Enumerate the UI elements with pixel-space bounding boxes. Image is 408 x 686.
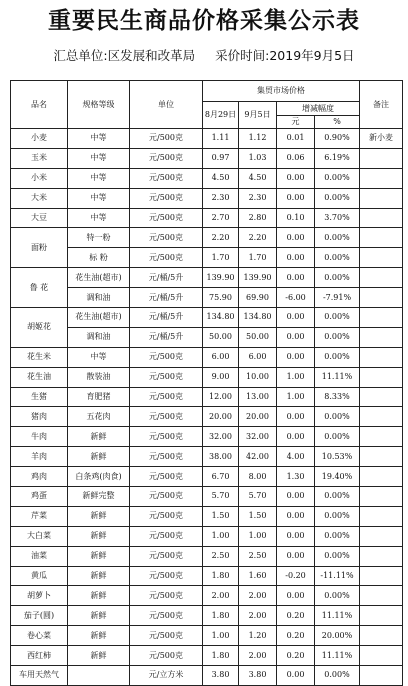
price-sep5-cell: 2.00 [239, 606, 277, 626]
table-row [11, 188, 403, 208]
price-sep5-cell: 50.00 [239, 327, 277, 347]
unit-cell: 元/500克 [130, 427, 203, 447]
price-aug29-cell: 1.11 [203, 129, 239, 149]
product-name-cell: 胡姬花 [11, 308, 68, 348]
change-yuan-cell: 0.00 [277, 327, 315, 347]
price-sep5-cell: 2.00 [239, 586, 277, 606]
change-pct-cell: 0.00% [315, 666, 360, 686]
product-name-cell: 玉米 [11, 148, 68, 168]
unit-cell: 元/500克 [130, 367, 203, 387]
note-cell [360, 228, 403, 248]
unit-cell: 元/桶/5升 [130, 288, 203, 308]
product-name-cell: 鸡肉 [11, 467, 68, 487]
unit-cell: 元/500克 [130, 347, 203, 367]
grade-cell: 新鲜 [68, 606, 130, 626]
table-row [11, 148, 403, 168]
price-aug29-cell: 38.00 [203, 447, 239, 467]
change-pct-cell: 0.00% [315, 586, 360, 606]
note-cell [360, 546, 403, 566]
change-yuan-cell: 0.20 [277, 626, 315, 646]
unit-cell: 元/500克 [130, 506, 203, 526]
change-pct-cell: 0.00% [315, 308, 360, 328]
change-pct-cell: 11.11% [315, 606, 360, 626]
grade-cell: 新鲜完整 [68, 487, 130, 507]
table-row [11, 546, 403, 566]
note-cell [360, 467, 403, 487]
table-row [11, 526, 403, 546]
change-yuan-cell: 0.00 [277, 546, 315, 566]
price-aug29-cell: 1.80 [203, 606, 239, 626]
note-cell [360, 526, 403, 546]
change-pct-cell: 8.33% [315, 387, 360, 407]
price-sep5-cell: 1.50 [239, 506, 277, 526]
note-cell [360, 447, 403, 467]
price-sep5-cell: 2.30 [239, 188, 277, 208]
change-yuan-cell: 1.30 [277, 467, 315, 487]
grade-cell: 特一粉 [68, 228, 130, 248]
product-name-cell: 大米 [11, 188, 68, 208]
note-cell [360, 646, 403, 666]
unit-cell: 元/500克 [130, 526, 203, 546]
price-sep5-cell: 2.00 [239, 646, 277, 666]
change-yuan-cell: 0.00 [277, 586, 315, 606]
change-yuan-cell: 0.00 [277, 506, 315, 526]
change-yuan-cell: 0.20 [277, 646, 315, 666]
change-pct-cell: 0.00% [315, 347, 360, 367]
change-yuan-cell: 4.00 [277, 447, 315, 467]
price-aug29-cell: 5.70 [203, 487, 239, 507]
change-pct-cell: 0.00% [315, 506, 360, 526]
grade-cell: 中等 [68, 208, 130, 228]
header-name: 品名 [11, 81, 68, 129]
table-row [11, 168, 403, 188]
table-row [11, 347, 403, 367]
unit-cell: 元/500克 [130, 208, 203, 228]
grade-cell: 花生油(超市) [68, 268, 130, 288]
price-sep5-cell: 1.00 [239, 526, 277, 546]
product-name-cell: 花生油 [11, 367, 68, 387]
grade-cell: 中等 [68, 148, 130, 168]
note-cell [360, 148, 403, 168]
header-date1: 8月29日 [203, 102, 239, 129]
price-aug29-cell: 139.90 [203, 268, 239, 288]
change-yuan-cell: 0.00 [277, 308, 315, 328]
price-sep5-cell: 2.80 [239, 208, 277, 228]
change-pct-cell: 0.00% [315, 188, 360, 208]
unit-cell: 元/500克 [130, 487, 203, 507]
change-pct-cell: 0.00% [315, 248, 360, 268]
unit-cell: 元/500克 [130, 566, 203, 586]
change-yuan-cell: 0.20 [277, 606, 315, 626]
product-name-cell: 牛肉 [11, 427, 68, 447]
note-cell [360, 487, 403, 507]
unit-cell: 元/500克 [130, 248, 203, 268]
note-cell [360, 586, 403, 606]
page-title: 重要民生商品价格采集公示表 [48, 8, 360, 34]
price-sep5-cell: 8.00 [239, 467, 277, 487]
change-pct-cell: 0.00% [315, 327, 360, 347]
price-sep5-cell: 4.50 [239, 168, 277, 188]
price-sep5-cell: 6.00 [239, 347, 277, 367]
product-name-cell: 羊肉 [11, 447, 68, 467]
table-row [11, 626, 403, 646]
change-pct-cell: 0.00% [315, 407, 360, 427]
note-cell [360, 268, 403, 288]
grade-cell: 新鲜 [68, 427, 130, 447]
change-yuan-cell: 1.00 [277, 387, 315, 407]
price-sep5-cell: 13.00 [239, 387, 277, 407]
change-pct-cell: -7.91% [315, 288, 360, 308]
price-aug29-cell: 12.00 [203, 387, 239, 407]
change-yuan-cell: 0.00 [277, 487, 315, 507]
note-cell [360, 308, 403, 328]
product-name-cell: 大豆 [11, 208, 68, 228]
grade-cell: 标 粉 [68, 248, 130, 268]
table-row [11, 427, 403, 447]
price-aug29-cell: 2.20 [203, 228, 239, 248]
price-table [10, 80, 403, 686]
grade-cell: 新鲜 [68, 546, 130, 566]
table-row [11, 447, 403, 467]
unit-cell: 元/500克 [130, 546, 203, 566]
unit-cell: 元/500克 [130, 606, 203, 626]
table-row [11, 646, 403, 666]
table-row [11, 327, 403, 347]
header-market: 集贸市场价格 [203, 81, 360, 102]
price-sep5-cell: 3.80 [239, 666, 277, 686]
note-cell [360, 367, 403, 387]
table-row [11, 228, 403, 248]
price-aug29-cell: 1.50 [203, 506, 239, 526]
change-yuan-cell: 0.00 [277, 268, 315, 288]
price-sep5-cell: 1.70 [239, 248, 277, 268]
unit-cell: 元/500克 [130, 129, 203, 149]
product-name-cell: 猪肉 [11, 407, 68, 427]
price-aug29-cell: 2.00 [203, 586, 239, 606]
unit-cell: 元/500克 [130, 467, 203, 487]
note-cell [360, 188, 403, 208]
grade-cell: 花生油(超市) [68, 308, 130, 328]
grade-cell: 五花肉 [68, 407, 130, 427]
grade-cell: 新鲜 [68, 447, 130, 467]
price-aug29-cell: 1.80 [203, 566, 239, 586]
table-row [11, 467, 403, 487]
price-sep5-cell: 139.90 [239, 268, 277, 288]
collect-time: 采价时间:2019年9月5日 [215, 48, 355, 63]
grade-cell: 新鲜 [68, 506, 130, 526]
change-yuan-cell: 0.00 [277, 407, 315, 427]
unit-cell: 元/500克 [130, 447, 203, 467]
note-cell: 新小麦 [360, 129, 403, 149]
price-sep5-cell: 32.00 [239, 427, 277, 447]
price-aug29-cell: 0.97 [203, 148, 239, 168]
change-yuan-cell: -6.00 [277, 288, 315, 308]
product-name-cell: 黄瓜 [11, 566, 68, 586]
change-pct-cell: 3.70% [315, 208, 360, 228]
header-note: 备注 [360, 81, 403, 129]
unit-cell: 元/500克 [130, 188, 203, 208]
unit-cell: 元/桶/5升 [130, 327, 203, 347]
price-sep5-cell: 42.00 [239, 447, 277, 467]
grade-cell: 白条鸡(肉食) [68, 467, 130, 487]
change-yuan-cell: 0.00 [277, 188, 315, 208]
price-sep5-cell: 1.03 [239, 148, 277, 168]
grade-cell: 中等 [68, 168, 130, 188]
product-name-cell: 西红柿 [11, 646, 68, 666]
price-aug29-cell: 75.90 [203, 288, 239, 308]
table-row [11, 387, 403, 407]
unit-cell: 元/500克 [130, 148, 203, 168]
note-cell [360, 427, 403, 447]
grade-cell: 调和油 [68, 327, 130, 347]
product-name-cell: 生猪 [11, 387, 68, 407]
note-cell [360, 248, 403, 268]
change-pct-cell: 19.40% [315, 467, 360, 487]
change-pct-cell: 6.19% [315, 148, 360, 168]
change-pct-cell: 0.00% [315, 427, 360, 447]
price-sep5-cell: 134.80 [239, 308, 277, 328]
table-row [11, 268, 403, 288]
table-row [11, 606, 403, 626]
price-sep5-cell: 1.60 [239, 566, 277, 586]
change-pct-cell: 0.00% [315, 228, 360, 248]
header-change: 增减幅度 [277, 102, 360, 116]
unit-cell: 元/500克 [130, 586, 203, 606]
price-aug29-cell: 50.00 [203, 327, 239, 347]
price-sep5-cell: 2.50 [239, 546, 277, 566]
grade-cell: 调和油 [68, 288, 130, 308]
price-aug29-cell: 1.00 [203, 626, 239, 646]
note-cell [360, 168, 403, 188]
product-name-cell: 小麦 [11, 129, 68, 149]
note-cell [360, 566, 403, 586]
product-name-cell: 胡萝卜 [11, 586, 68, 606]
note-cell [360, 606, 403, 626]
table-row [11, 208, 403, 228]
grade-cell: 新鲜 [68, 566, 130, 586]
change-pct-cell: 0.00% [315, 487, 360, 507]
price-aug29-cell: 32.00 [203, 427, 239, 447]
change-yuan-cell: 0.01 [277, 129, 315, 149]
header-grade: 规格等级 [68, 81, 130, 129]
change-yuan-cell: 0.00 [277, 427, 315, 447]
table-row [11, 566, 403, 586]
note-cell [360, 626, 403, 646]
change-yuan-cell: 0.10 [277, 208, 315, 228]
change-pct-cell: -11.11% [315, 566, 360, 586]
header-yuan: 元 [277, 116, 315, 129]
product-name-cell: 花生米 [11, 347, 68, 367]
change-pct-cell: 0.00% [315, 546, 360, 566]
price-sep5-cell: 1.12 [239, 129, 277, 149]
grade-cell: 新鲜 [68, 646, 130, 666]
change-yuan-cell: -0.20 [277, 566, 315, 586]
change-pct-cell: 10.53% [315, 447, 360, 467]
unit-cell: 元/桶/5升 [130, 308, 203, 328]
price-aug29-cell: 3.80 [203, 666, 239, 686]
grade-cell: 新鲜 [68, 626, 130, 646]
product-name-cell: 鲁 花 [11, 268, 68, 308]
unit-cell: 元/500克 [130, 626, 203, 646]
price-aug29-cell: 2.30 [203, 188, 239, 208]
price-sep5-cell: 1.20 [239, 626, 277, 646]
grade-cell: 中等 [68, 188, 130, 208]
change-pct-cell: 0.00% [315, 526, 360, 546]
table-row [11, 506, 403, 526]
price-sep5-cell: 20.00 [239, 407, 277, 427]
grade-cell: 散装油 [68, 367, 130, 387]
table-row [11, 129, 403, 149]
product-name-cell: 面粉 [11, 228, 68, 268]
change-yuan-cell: 0.06 [277, 148, 315, 168]
price-aug29-cell: 1.70 [203, 248, 239, 268]
price-aug29-cell: 4.50 [203, 168, 239, 188]
price-aug29-cell: 20.00 [203, 407, 239, 427]
grade-cell: 育肥猪 [68, 387, 130, 407]
header-pct: % [315, 116, 360, 129]
table-row [11, 407, 403, 427]
subtitle [0, 44, 408, 68]
price-aug29-cell: 1.00 [203, 526, 239, 546]
change-pct-cell: 0.00% [315, 268, 360, 288]
grade-cell: 中等 [68, 347, 130, 367]
product-name-cell: 油菜 [11, 546, 68, 566]
unit-cell: 元/500克 [130, 387, 203, 407]
grade-cell: 中等 [68, 129, 130, 149]
change-yuan-cell: 0.00 [277, 347, 315, 367]
price-sep5-cell: 2.20 [239, 228, 277, 248]
table-row [11, 367, 403, 387]
product-name-cell: 小米 [11, 168, 68, 188]
change-pct-cell: 20.00% [315, 626, 360, 646]
price-sep5-cell: 10.00 [239, 367, 277, 387]
unit-cell: 元/500克 [130, 168, 203, 188]
change-pct-cell: 0.00% [315, 168, 360, 188]
table-row [11, 248, 403, 268]
price-aug29-cell: 9.00 [203, 367, 239, 387]
product-name-cell: 卷心菜 [11, 626, 68, 646]
note-cell [360, 327, 403, 347]
product-name-cell: 鸡蛋 [11, 487, 68, 507]
product-name-cell: 芹菜 [11, 506, 68, 526]
header-unit: 单位 [130, 81, 203, 129]
grade-cell: 新鲜 [68, 526, 130, 546]
change-pct-cell: 11.11% [315, 367, 360, 387]
price-aug29-cell: 6.70 [203, 467, 239, 487]
change-yuan-cell: 0.00 [277, 666, 315, 686]
change-yuan-cell: 1.00 [277, 367, 315, 387]
note-cell [360, 407, 403, 427]
table-row [11, 288, 403, 308]
change-pct-cell: 0.90% [315, 129, 360, 149]
summary-unit: 汇总单位:区发展和改革局 [53, 48, 196, 63]
note-cell [360, 288, 403, 308]
unit-cell: 元/500克 [130, 228, 203, 248]
note-cell [360, 208, 403, 228]
price-aug29-cell: 2.70 [203, 208, 239, 228]
price-aug29-cell: 134.80 [203, 308, 239, 328]
grade-cell: 新鲜 [68, 586, 130, 606]
product-name-cell: 车用天然气 [11, 666, 68, 686]
header-date2: 9月5日 [239, 102, 277, 129]
price-sep5-cell: 5.70 [239, 487, 277, 507]
product-name-cell: 茄子(圆) [11, 606, 68, 626]
change-yuan-cell: 0.00 [277, 168, 315, 188]
unit-cell: 元/500克 [130, 646, 203, 666]
unit-cell: 元/立方米 [130, 666, 203, 686]
table-row [11, 586, 403, 606]
table-row [11, 308, 403, 328]
price-aug29-cell: 1.80 [203, 646, 239, 666]
note-cell [360, 387, 403, 407]
change-pct-cell: 11.11% [315, 646, 360, 666]
price-aug29-cell: 6.00 [203, 347, 239, 367]
unit-cell: 元/桶/5升 [130, 268, 203, 288]
change-yuan-cell: 0.00 [277, 526, 315, 546]
note-cell [360, 347, 403, 367]
product-name-cell: 大白菜 [11, 526, 68, 546]
unit-cell: 元/500克 [130, 407, 203, 427]
price-sep5-cell: 69.90 [239, 288, 277, 308]
table-row [11, 487, 403, 507]
price-aug29-cell: 2.50 [203, 546, 239, 566]
note-cell [360, 506, 403, 526]
change-yuan-cell: 0.00 [277, 248, 315, 268]
change-yuan-cell: 0.00 [277, 228, 315, 248]
